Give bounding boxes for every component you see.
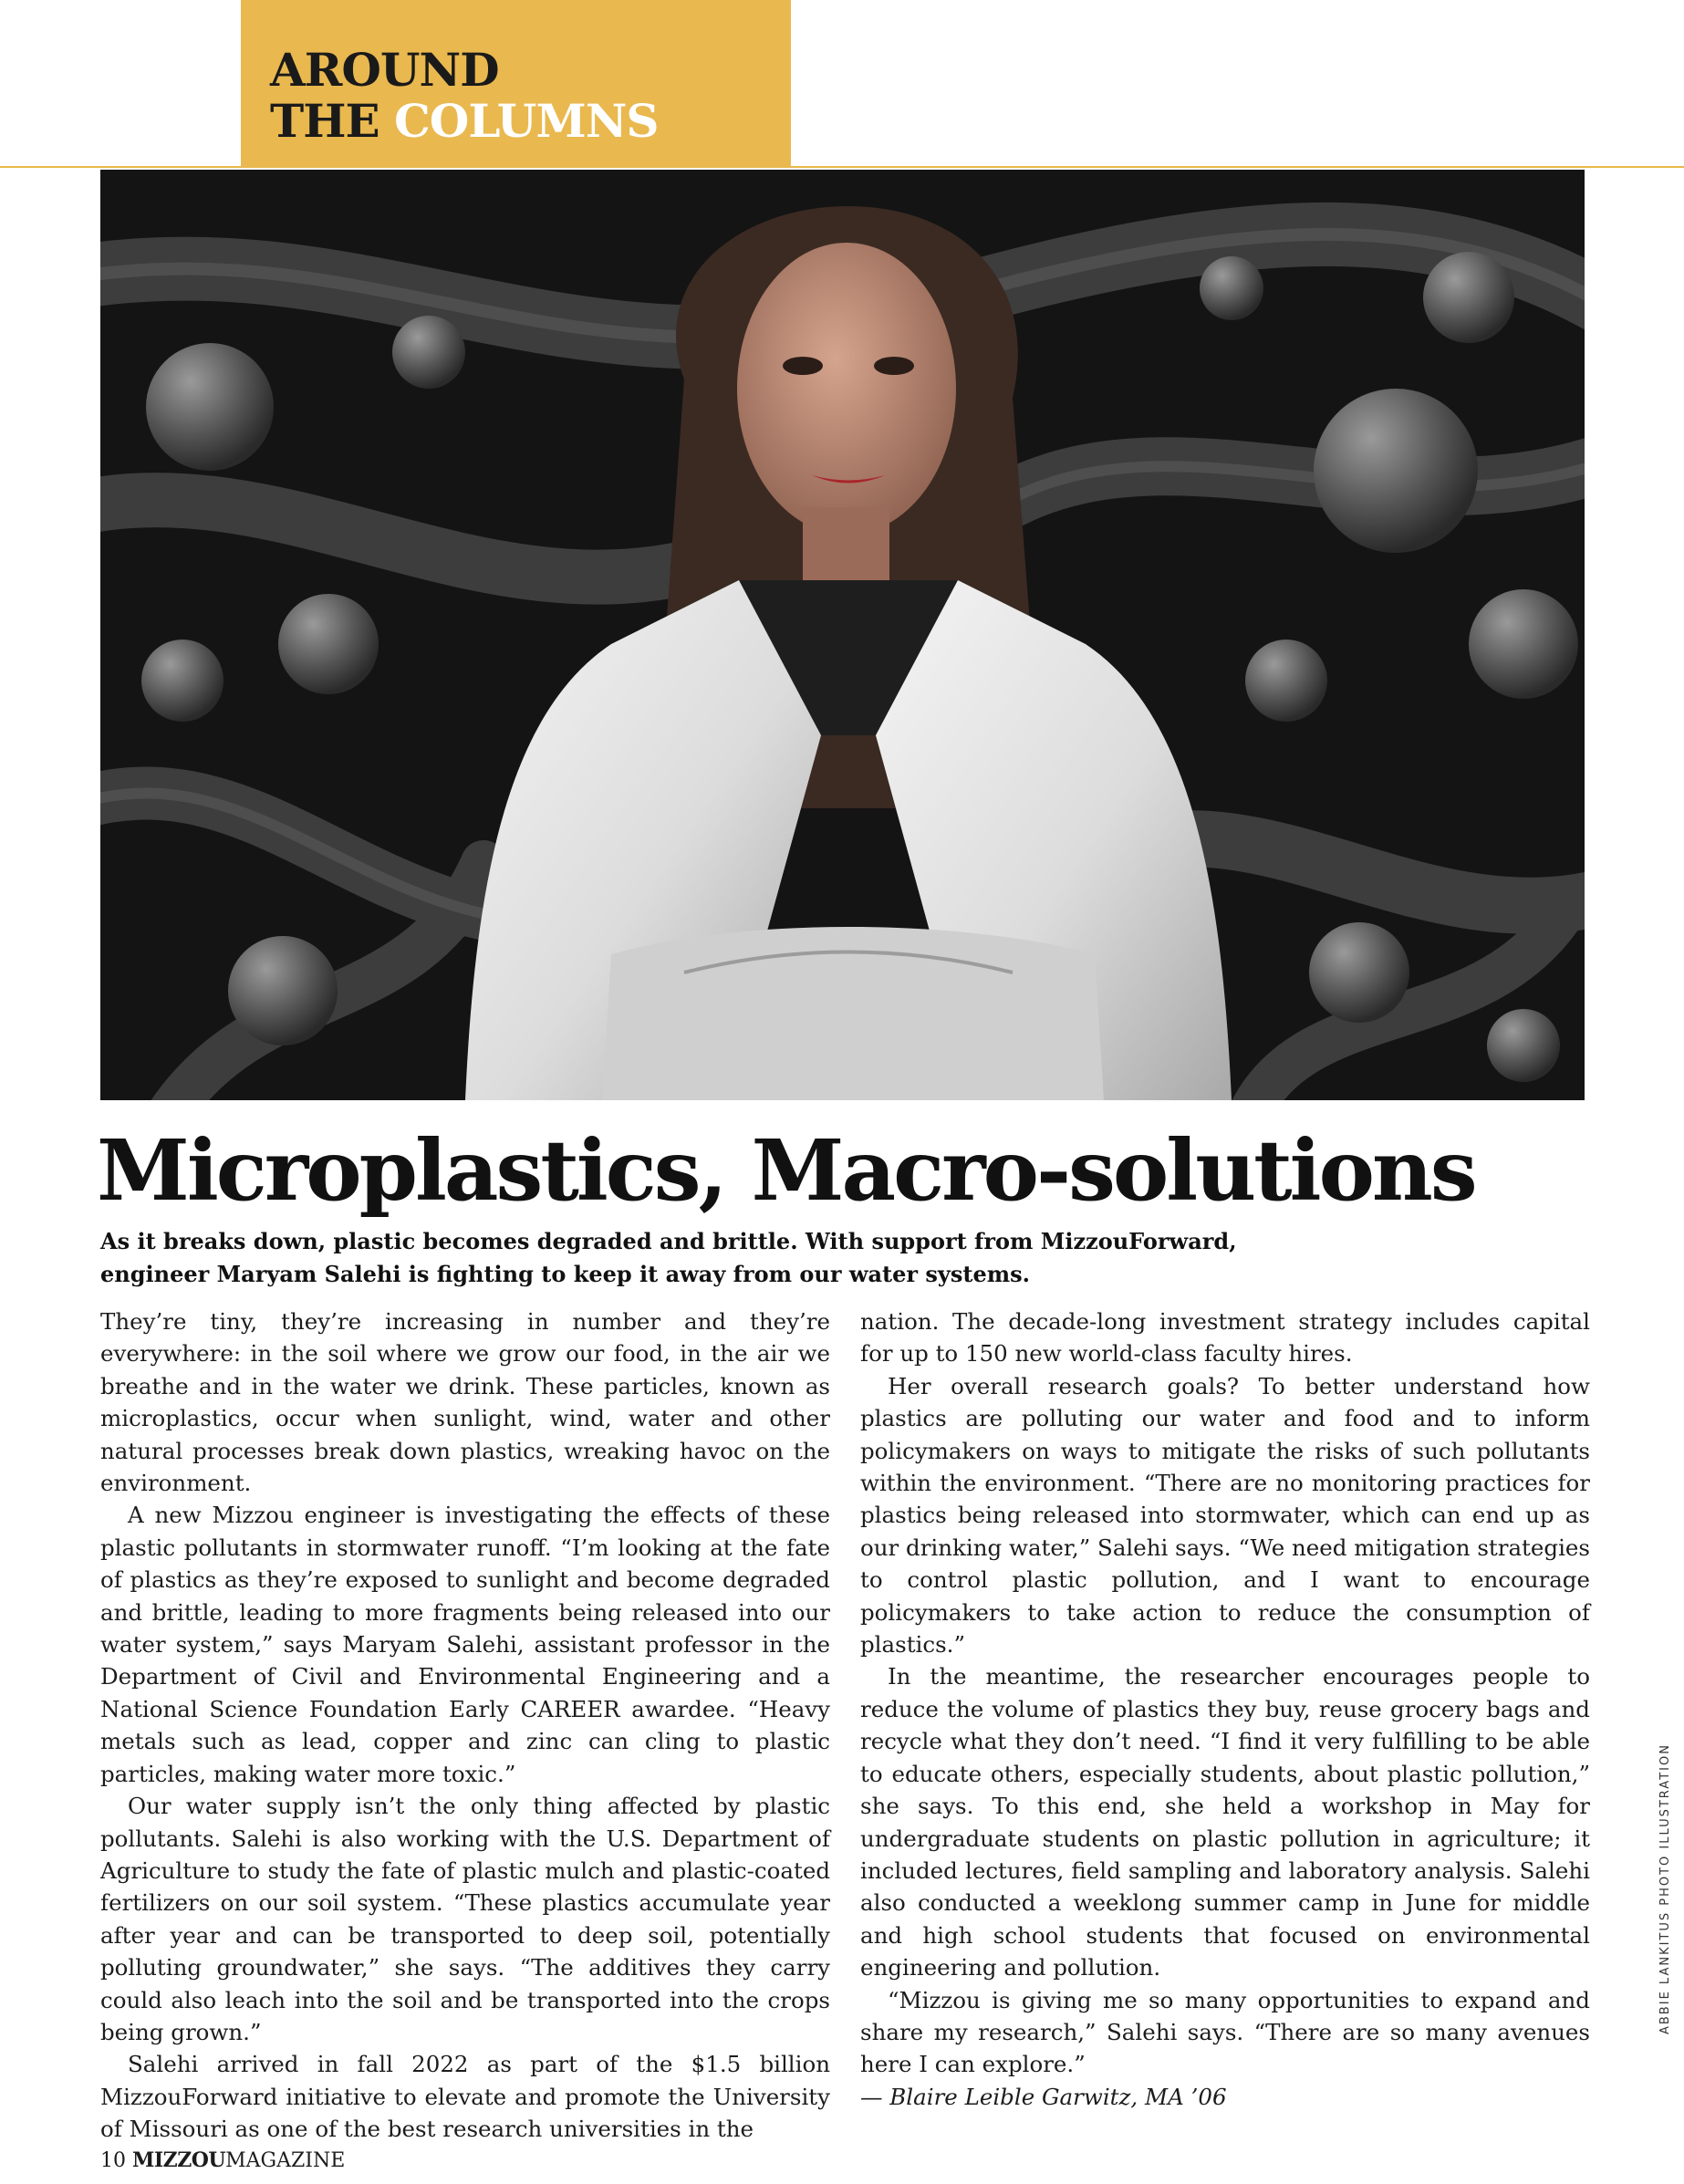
paragraph: nation. The decade-long investment strategy includes capital for up to 150 new world-class faculty hires. xyxy=(860,1308,1590,1368)
paragraph: A new Mizzou engineer is investigating the effects of these plastic pollutants in stormwater runoff. “I’m looking at the fate of plastics as they’re exposed to sunlight and become degraded and brittle, leading to more fragments being released into our water system,” says Maryam Salehi, assistant professor in the Department of Civil and Environmental Engineering and a National Science Foundation Early CAREER awardee. “Heavy metals such as lead, copper and zinc can cling to plastic particles, making water more toxic.” xyxy=(100,1502,830,1787)
byline: — Blaire Leible Garwitz, MA ’06 xyxy=(860,2083,1227,2110)
page-number: 10 xyxy=(100,2149,126,2172)
page-footer xyxy=(100,2148,345,2172)
paragraph: In the meantime, the researcher encourages people to reduce the volume of plastics they buy, reuse grocery bags and recycle what they don’t need. “I find it very fulfilling to be able to educate others, especially students, about plastic pollution,” she says. To this end, she held a workshop in May for undergraduate students on plastic pollution in agriculture; it included lectures, field sampling and laboratory analysis. Salehi also conducted a weeklong summer camp in June for middle and high school students that focused on environmental engineering and pollution. xyxy=(860,1663,1590,1981)
section-label-line1: AROUND xyxy=(270,43,499,97)
footer-magazine: MAGAZINE xyxy=(225,2149,346,2172)
portrait-photo xyxy=(100,170,1585,1100)
photo-credit: ABBIE LANKITUS PHOTO ILLUSTRATION xyxy=(1658,1743,1672,2034)
paragraph: They’re tiny, they’re increasing in number and they’re everywhere: in the soil where we grow our food, in the air we breathe and in the water we drink. These particles, known as microplastics, occur when sunlight, wind, water and other natural processes break down plastics, wreaking havoc on the environment. xyxy=(100,1308,830,1497)
footer-brand: MIZZOU xyxy=(132,2148,226,2172)
article-column-right xyxy=(860,1305,1590,2113)
section-tab xyxy=(241,0,791,168)
paragraph: Salehi arrived in fall 2022 as part of the $1.5 billion MizzouForward initiative to elevate and promote the University of Missouri as one of the best research universities in the xyxy=(100,2051,830,2143)
section-label-columns: COLUMNS xyxy=(393,94,659,148)
paragraph: Our water supply isn’t the only thing affected by plastic pollutants. Salehi is also working with the U.S. Department of Agriculture to study the fate of plastic mulch and plastic-coated fertilizers on our soil system. “These plastics accumulate year after year and can be transported to deep soil, potentially polluting groundwater,” she says. “The additives they carry could also leach into the soil and be transported into the crops being grown.” xyxy=(100,1793,830,2045)
section-label-line2 xyxy=(270,94,659,148)
paragraph: “Mizzou is giving me so many opportunities to expand and share my research,” Salehi says. “There are so many avenues here I can explore.” xyxy=(860,1986,1590,2078)
headline: Microplastics, Macro-solutions xyxy=(97,1121,1475,1220)
section-label-the: THE xyxy=(270,94,379,148)
paragraph: Her overall research goals? To better understand how plastics are polluting our water and food and to inform policymakers on ways to mitigate the risks of such pollutants within the environment. “There are no monitoring practices for plastics being released into stormwater, which can end up as our drinking water,” Salehi says. “We need mitigation strategies to control plastic pollution, and I want to encourage policymakers to take action to reduce the consumption of plastics.” xyxy=(860,1372,1590,1659)
article-column-left xyxy=(100,1305,830,2146)
dek: As it breaks down, plastic becomes degraded and brittle. With support from MizzouForward, engineer Maryam Salehi is fighting to keep it away from our water systems. xyxy=(100,1228,1237,1287)
